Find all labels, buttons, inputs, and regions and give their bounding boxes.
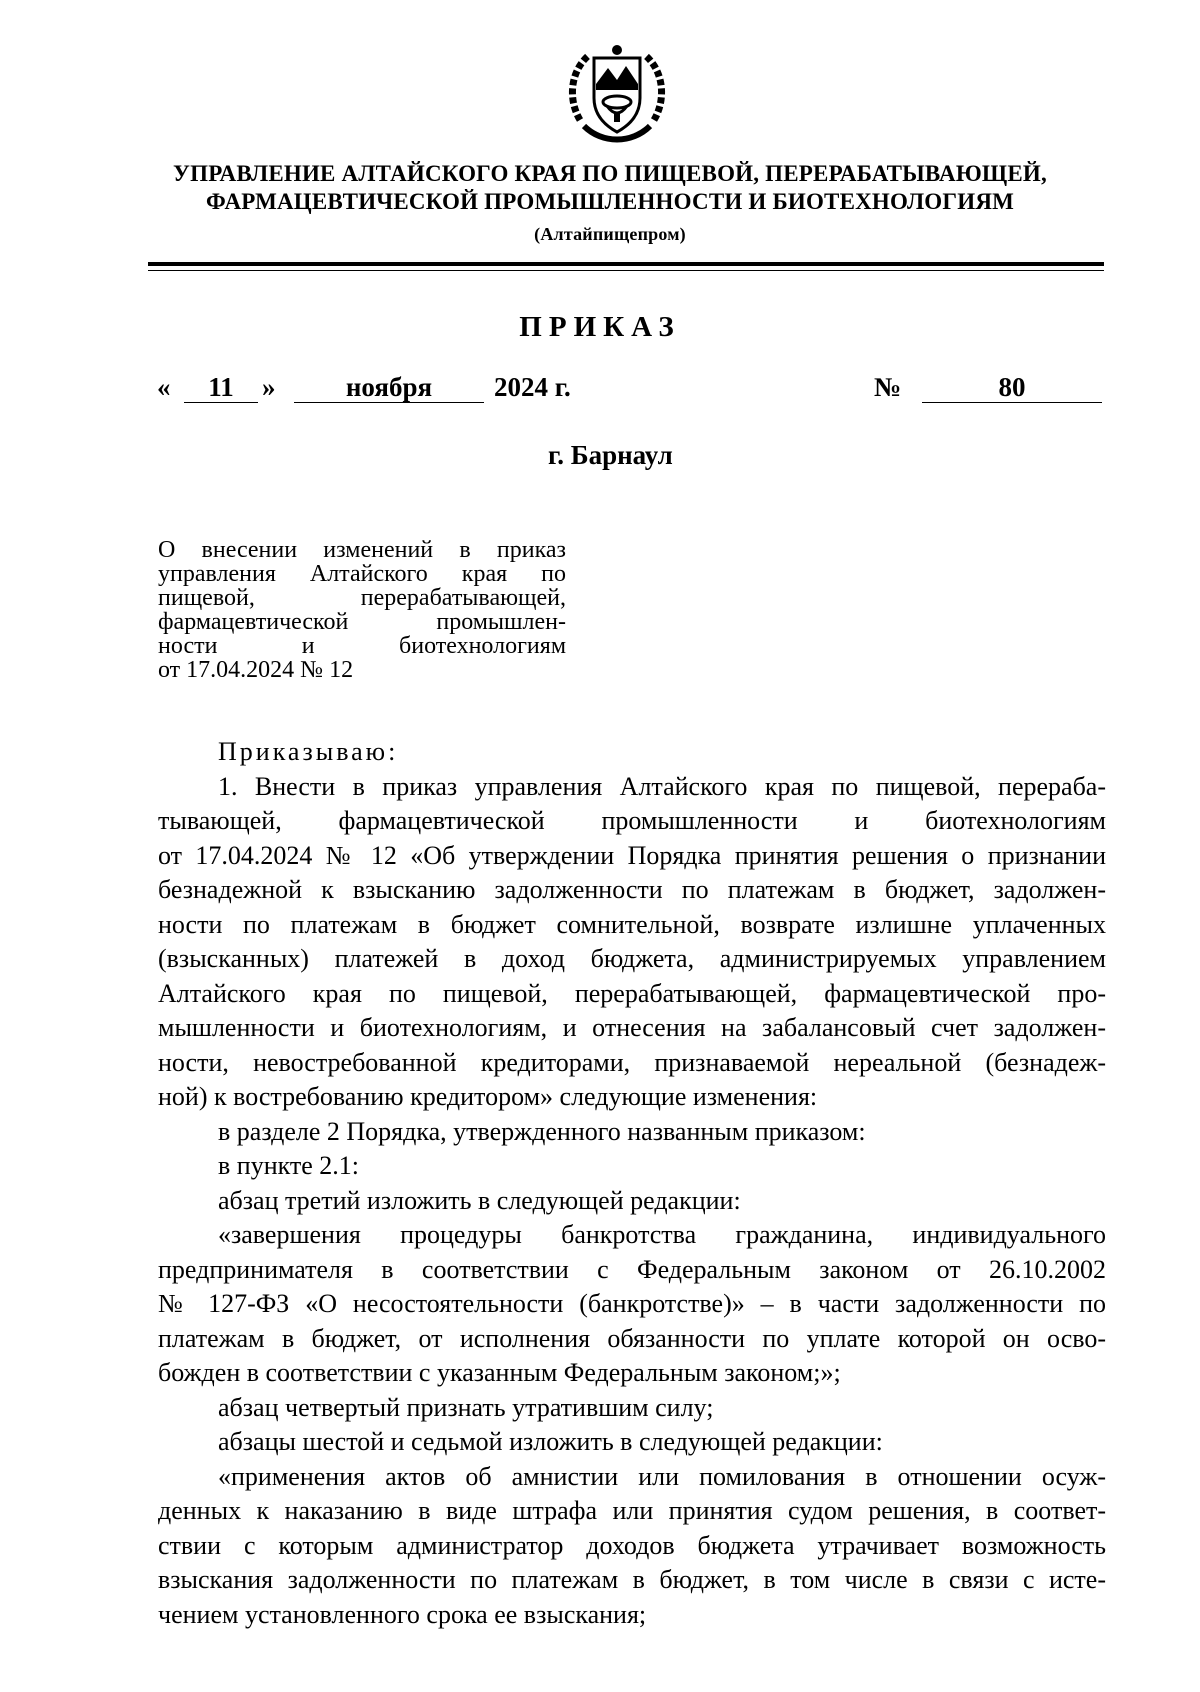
document-title: ПРИКАЗ: [519, 311, 681, 343]
body-line: абзацы шестой и седьмой изложить в следующей редакции:: [218, 1427, 883, 1456]
subject-line: ности и биотехнологиям: [158, 633, 566, 659]
body-line: абзац третий изложить в следующей редакции:: [218, 1185, 741, 1215]
body-line: мышленности и биотехнологиям, и отнесения на забалансовый счет задолжен-: [158, 1013, 1106, 1042]
body-line: платежам в бюджет, от исполнения обязанности по уплате которой он осво-: [158, 1323, 1106, 1353]
body-line: чением установленного срока ее взыскания;: [158, 1599, 647, 1629]
header-divider-thick: [148, 262, 1104, 266]
body-line: Алтайского края по пищевой, перерабатывающей, фармацевтической про-: [158, 978, 1106, 1008]
body-line: ствии с которым администратор доходов бюджета утрачивает возможность: [158, 1530, 1106, 1560]
header-divider-thin: [148, 270, 1104, 271]
order-subject: [158, 538, 566, 682]
order-day: 11: [184, 372, 258, 403]
body-line: денных к наказанию в виде штрафа или принятия судом решения, в соответ-: [158, 1496, 1106, 1525]
subject-line: управления Алтайского края по: [158, 561, 566, 587]
document-city: г. Барнаул: [548, 440, 673, 470]
body-line: абзац четвертый признать утратившим силу;: [218, 1392, 714, 1422]
organization-short-name: (Алтайпищепром): [534, 224, 686, 244]
subject-line: фармацевтической промышлен-: [158, 609, 566, 635]
body-line: «применения актов об амнистии или помилования в отношении осуж-: [218, 1461, 1106, 1491]
order-year: 2024 г.: [494, 372, 571, 402]
body-line: ной) к востребованию кредитором» следующие изменения:: [158, 1082, 818, 1111]
body-line: (взысканных) платежей в доход бюджета, администрируемых управлением: [158, 944, 1106, 973]
body-line: безнадежной к взысканию задолженности по платежам в бюджет, задолжен-: [158, 875, 1106, 904]
coat-of-arms-icon: [562, 40, 672, 150]
date-quote-open: «: [157, 372, 171, 402]
body-line: от 17.04.2024 № 12 «Об утверждении Порядка принятия решения о признании: [158, 840, 1106, 870]
order-number: 80: [922, 372, 1102, 403]
body-line: божден в соответствии с указанным Федеральным законом;»;: [158, 1358, 841, 1387]
subject-line: пищевой, перерабатывающей,: [158, 585, 566, 611]
body-line: ности по платежам в бюджет сомнительной, возврате излишне уплаченных: [158, 909, 1106, 939]
date-quote-close: »: [262, 372, 276, 402]
body-line: в разделе 2 Порядка, утвержденного названным приказом:: [218, 1116, 866, 1146]
body-line: «завершения процедуры банкротства гражданина, индивидуального: [218, 1220, 1106, 1249]
body-line: тывающей, фармацевтической промышленности и биотехнологиям: [158, 806, 1106, 835]
order-word: Приказываю:: [218, 737, 399, 766]
subject-line: от 17.04.2024 № 12: [158, 657, 354, 683]
subject-line: О внесении изменений в приказ: [158, 537, 566, 563]
order-month: ноября: [294, 372, 484, 403]
organization-name-line1: УПРАВЛЕНИЕ АЛТАЙСКОГО КРАЯ ПО ПИЩЕВОЙ, ПЕРЕРАБАТЫВАЮЩЕЙ,: [173, 161, 1047, 186]
document-body: [158, 735, 1106, 1632]
body-line: взыскания задолженности по платежам в бюджет, в том числе в связи с исте-: [158, 1565, 1106, 1594]
number-sign: №: [874, 372, 902, 402]
organization-name-line2: ФАРМАЦЕВТИЧЕСКОЙ ПРОМЫШЛЕННОСТИ И БИОТЕХНОЛОГИЯМ: [205, 189, 1015, 214]
body-line: 1. Внести в приказ управления Алтайского края по пищевой, перераба-: [218, 771, 1106, 801]
body-line: в пункте 2.1:: [218, 1151, 360, 1180]
body-line: № 127-ФЗ «О несостоятельности (банкротстве)» – в части задолженности по: [158, 1289, 1106, 1318]
body-line: ности, невостребованной кредиторами, признаваемой нереальной (безнадеж-: [158, 1047, 1106, 1077]
body-line: предпринимателя в соответствии с Федеральным законом от 26.10.2002: [158, 1254, 1106, 1284]
